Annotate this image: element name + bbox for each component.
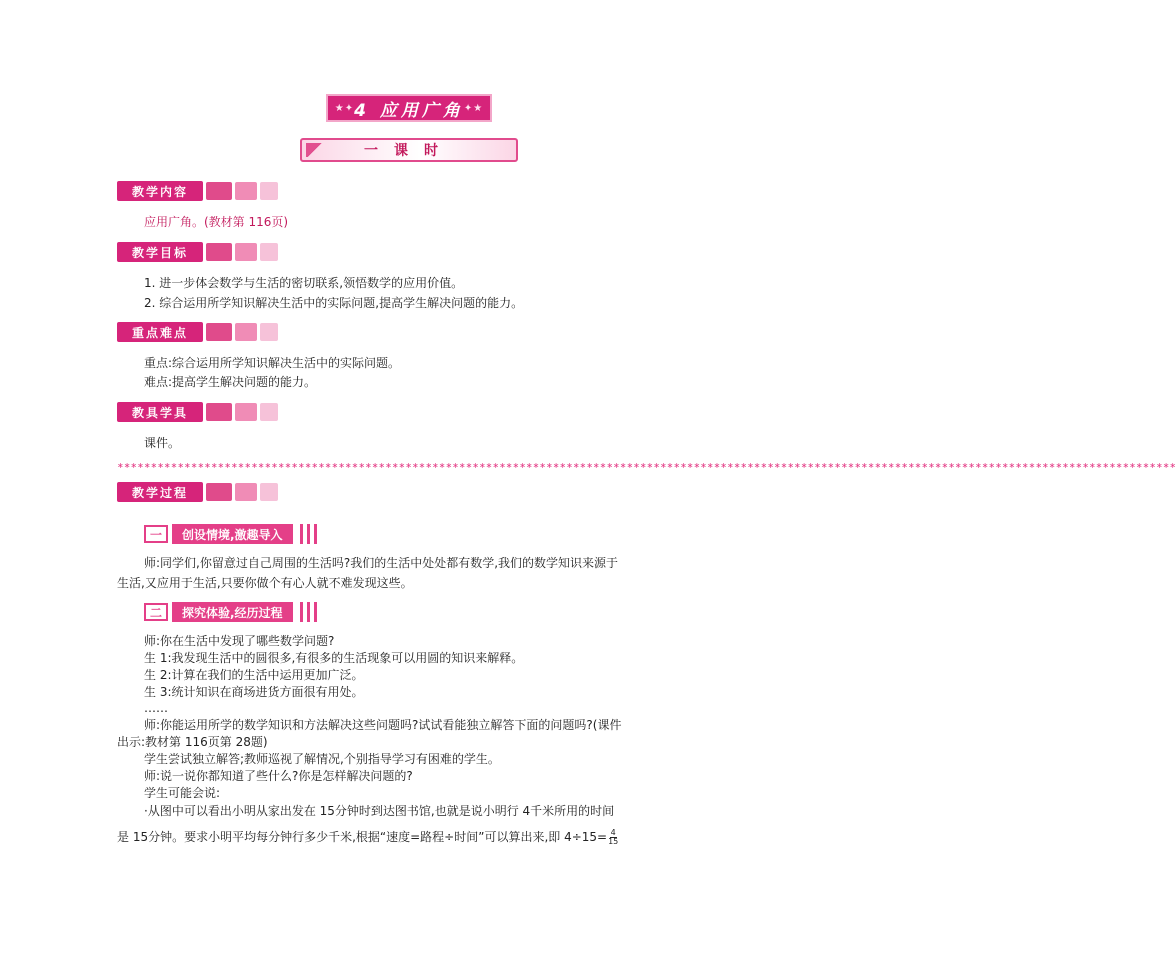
square-decoration-icon [206,243,232,261]
section-header-keypoints [117,322,278,342]
section-label: 教学目标 [117,242,203,262]
paragraph-line: 生 1:我发现生活中的圆很多,有很多的生活现象可以用圆的知识来解释。 [144,651,524,665]
paragraph-line: 学生可能会说: [144,786,221,800]
paragraph-line: 生 3:统计知识在商场进货方面很有用处。 [144,685,364,699]
square-decoration-icon [260,243,278,261]
paragraph-line: 师:同学们,你留意过自己周围的生活吗?我们的生活中处处都有数学,我们的数学知识来源于 [144,556,619,570]
square-decoration-icon [235,243,257,261]
step-header [144,524,317,544]
paragraph-line: 师:你能运用所学的数学知识和方法解决这些问题吗?试试看能独立解答下面的问题吗?(课件 [144,718,622,732]
section-header-content [117,181,278,201]
square-decoration-icon [260,483,278,501]
square-decoration-icon [260,403,278,421]
paragraph-line: 师:你在生活中发现了哪些数学问题? [144,634,335,648]
paragraph-line-with-fraction [117,829,618,846]
paragraph-line: ·从图中可以看出小明从家出发在 15分钟时到达图书馆,也就是说小明行 4千米所用的时间 [144,804,615,818]
step-title: 创设情境,激趣导入 [172,524,293,544]
section-header-goals [117,242,278,262]
step-number: 一 [144,525,168,543]
square-decoration-icon [235,323,257,341]
paragraph-line: …… [144,701,168,715]
section-label: 教学内容 [117,181,203,201]
goal-item: 1. 进一步体会数学与生活的密切联系,领悟数学的应用价值。 [144,276,464,290]
paragraph-line: 师:说一说你都知道了些什么?你是怎样解决问题的? [144,769,413,783]
star-decoration-icon: ✦★ [463,102,484,114]
chapter-title-banner [326,94,492,122]
square-decoration-icon [235,403,257,421]
lesson-banner [300,138,518,162]
paragraph-line: 学生尝试独立解答;教师巡视了解情况,个别指导学习有困难的学生。 [144,752,500,766]
square-decoration-icon [206,323,232,341]
section-header-tools [117,402,278,422]
keypoint-item: 难点:提高学生解决问题的能力。 [144,375,317,389]
square-decoration-icon [206,182,232,200]
square-decoration-icon [260,182,278,200]
content-text: 应用广角。(教材第 116页) [144,215,289,229]
goal-item: 2. 综合运用所学知识解决生活中的实际问题,提高学生解决问题的能力。 [144,296,524,310]
section-label: 教学过程 [117,482,203,502]
tools-text: 课件。 [144,436,181,450]
square-decoration-icon [235,483,257,501]
paragraph-line: 是 15分钟。要求小明平均每分钟行多少千米,根据“速度=路程÷时间”可以算出来,即 4÷15= [117,830,608,844]
corner-decoration-icon [306,143,324,157]
step-title: 探究体验,经历过程 [172,602,293,622]
bars-decoration-icon [296,524,317,544]
paragraph-line: 出示:教材第 116页第 28题) [117,735,268,749]
square-decoration-icon [235,182,257,200]
square-decoration-icon [260,323,278,341]
fraction-denominator: 15 [608,837,619,846]
section-header-process [117,482,278,502]
section-label: 重点难点 [117,322,203,342]
bars-decoration-icon [296,602,317,622]
step-number: 二 [144,603,168,621]
dotted-divider: ∗∗∗∗∗∗∗∗∗∗∗∗∗∗∗∗∗∗∗∗∗∗∗∗∗∗∗∗∗∗∗∗∗∗∗∗∗∗∗∗∗∗∗∗∗∗∗∗∗∗∗∗∗∗∗∗∗∗∗∗∗∗∗∗∗∗∗∗∗∗∗∗∗∗∗∗∗∗∗∗∗∗∗∗∗∗∗∗∗∗∗∗∗∗∗∗∗∗∗∗∗∗∗∗∗∗∗∗∗∗∗∗∗∗∗∗∗∗∗∗∗∗∗∗∗∗∗∗∗∗∗∗∗∗∗∗∗∗∗∗∗∗∗∗∗∗∗∗∗∗∗∗∗∗∗∗∗∗ [117,461,1176,470]
chapter-title: 4 应用广角 [354,100,464,121]
keypoint-item: 重点:综合运用所学知识解决生活中的实际问题。 [144,356,401,370]
paragraph-line: 生 2:计算在我们的生活中运用更加广泛。 [144,668,364,682]
star-decoration-icon: ★✦ [334,102,355,114]
square-decoration-icon [206,483,232,501]
fraction [608,829,618,846]
fraction-numerator: 4 [610,828,616,837]
paragraph-line: 生活,又应用于生活,只要你做个有心人就不难发现这些。 [117,576,413,590]
section-label: 教具学具 [117,402,203,422]
lesson-title: 一课时 [364,143,454,159]
square-decoration-icon [206,403,232,421]
step-header [144,602,317,622]
